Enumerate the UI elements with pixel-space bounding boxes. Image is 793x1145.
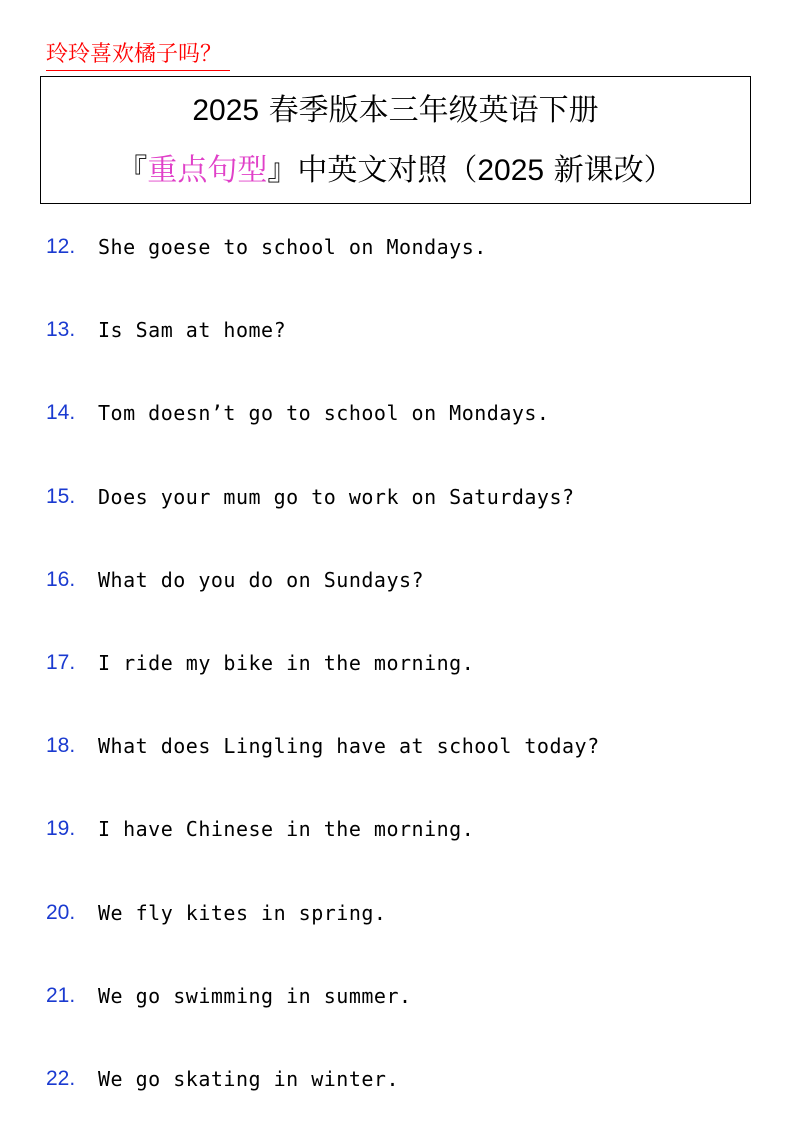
list-item [46,313,766,396]
sentence-text: Is Sam at home? [98,318,287,343]
title-middle-text: 』中英文对照（ [267,153,478,188]
list-item [46,812,766,895]
sentence-text: We go swimming in summer. [98,983,412,1008]
list-item [46,729,766,812]
sentence-text: Tom doesn’t go to school on Mondays. [98,401,550,426]
sentence-text: We go skating in winter. [98,1066,399,1091]
sentence-text: What do you do on Sundays? [98,567,425,592]
sentence-text: I have Chinese in the morning. [98,817,475,842]
sentence-number: 16. [46,567,76,591]
title-line-1 [41,91,750,131]
title-year-2: 2025 [477,154,545,187]
list-item [46,979,766,1062]
sentence-text: I ride my bike in the morning. [98,650,475,675]
sentence-number: 19. [46,817,76,841]
sentence-list [46,230,766,1145]
list-item [46,230,766,313]
sentence-number: 21. [46,983,76,1007]
list-item [46,480,766,563]
sentence-text: She goese to school on Mondays. [98,235,487,259]
title-line-2 [41,151,750,191]
title-open-bracket: 『 [117,153,148,188]
sentence-number: 17. [46,650,76,674]
sentence-text: We fly kites in spring. [98,900,387,925]
title-main-text: 春季版本三年级英语下册 [268,93,599,128]
title-box [40,76,751,204]
sentence-number: 13. [46,318,76,342]
list-item [46,396,766,479]
list-item [46,896,766,979]
sentence-number: 22. [46,1066,76,1090]
title-year: 2025 [192,94,260,127]
sentence-number: 12. [46,235,76,258]
list-item [46,563,766,646]
title-end-text: 新课改） [553,153,674,188]
sentence-text: What does Lingling have at school today? [98,734,600,759]
top-note: 玲玲喜欢橘子吗？ [46,40,230,71]
list-item [46,1062,766,1145]
sentence-number: 18. [46,734,76,758]
sentence-number: 20. [46,900,76,924]
sentence-number: 14. [46,401,76,425]
sentence-text: Does your mum go to work on Saturdays? [98,484,575,509]
list-item [46,646,766,729]
sentence-number: 15. [46,484,76,508]
title-highlight: 重点句型 [147,153,268,188]
